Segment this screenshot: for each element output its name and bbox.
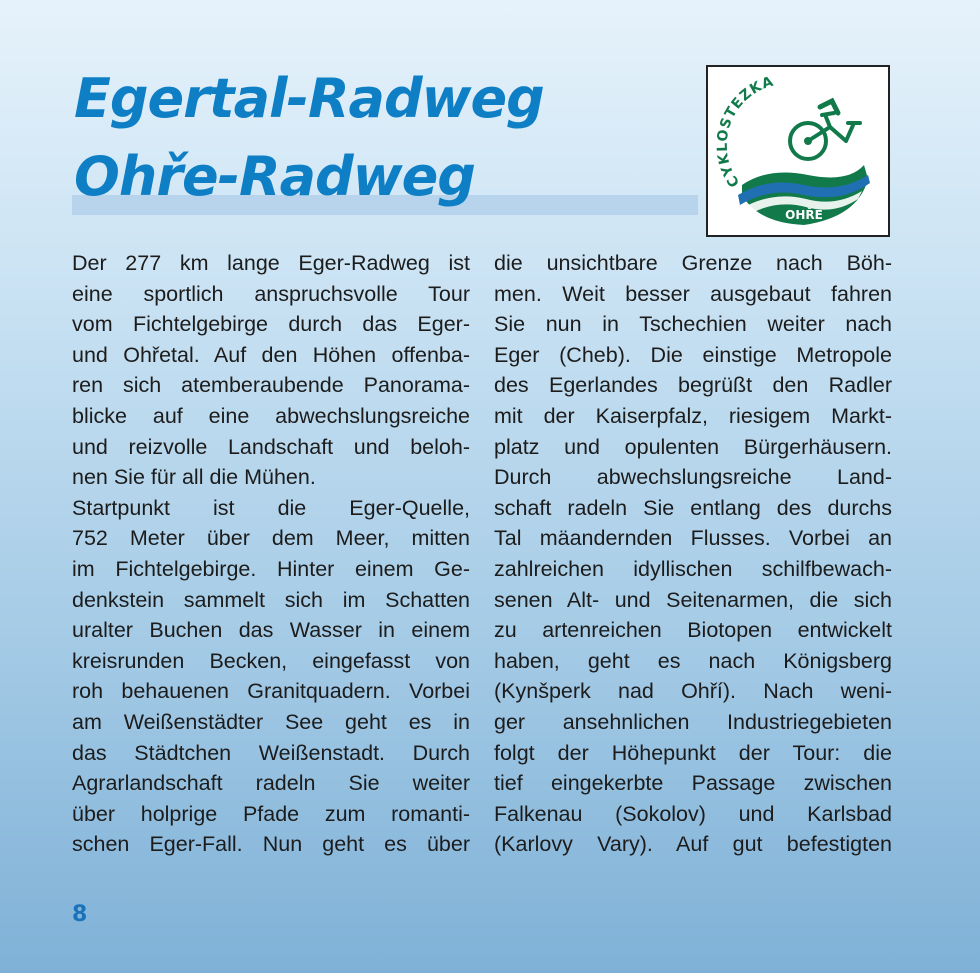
text-line: und reizvolle Landschaft und beloh- — [72, 434, 470, 459]
text-line: Durch abwechslungsreiche Land- — [494, 465, 892, 490]
text-line: Der 277 km lange Eger-Radweg ist — [72, 251, 470, 275]
text-line: des Egerlandes begrüßt den Radler — [494, 373, 892, 398]
text-line: im Fichtelgebirge. Hinter einem Ge- — [72, 556, 470, 581]
text-line: Agrarlandschaft radeln Sie weiter — [72, 771, 470, 796]
text-line: tief eingekerbte Passage zwischen — [494, 771, 892, 796]
text-line: roh behauenen Granitquadern. Vorbei — [72, 679, 470, 704]
text-line: folgt der Höhepunkt der Tour: die — [494, 740, 892, 765]
text-line: kreisrunden Becken, eingefasst von — [72, 648, 470, 673]
text-line: das Städtchen Weißenstadt. Durch — [72, 740, 470, 765]
logo-rider — [820, 101, 838, 113]
page-number: 8 — [72, 902, 88, 927]
text-line: am Weißenstädter See geht es in — [72, 709, 470, 734]
text-line: mit der Kaiserpfalz, riesigem Markt- — [494, 403, 892, 428]
text-line: platz und opulenten Bürgerhäusern. — [494, 434, 892, 459]
text-line: Sie nun in Tschechien weiter nach — [494, 312, 892, 337]
text-line: 752 Meter über dem Meer, mitten — [72, 526, 470, 551]
text-line: schen Eger-Fall. Nun geht es über — [72, 832, 470, 857]
title-line-2: Ohře-Radweg — [74, 145, 475, 208]
text-line: über holprige Pfade zum romanti- — [72, 801, 470, 826]
text-line: eine sportlich anspruchsvolle Tour — [72, 281, 470, 306]
text-line: zahlreichen idyllischen schilfbewach- — [494, 556, 892, 581]
text-line: ger ansehnlichen Industriegebieten — [494, 709, 892, 734]
logo-emblem-icon — [708, 67, 888, 235]
text-line: denkstein sammelt sich im Schatten — [72, 587, 470, 612]
text-line: (Kynšperk nad Ohří). Nach weni- — [494, 679, 892, 704]
logo-arc-text: CYKLOSTEZKA — [714, 73, 776, 190]
text-line: die unsichtbare Grenze nach Böh- — [494, 251, 892, 275]
text-line: senen Alt- und Seitenarmen, die sich — [494, 587, 892, 612]
text-line: men. Weit besser ausgebaut fahren — [494, 281, 892, 306]
text-line: Eger (Cheb). Die einstige Metropole — [494, 342, 892, 367]
text-line: uralter Buchen das Wasser in einem — [72, 618, 470, 643]
text-line: haben, geht es nach Königsberg — [494, 648, 892, 673]
text-line: schaft radeln Sie entlang des durchs — [494, 495, 892, 520]
title-block — [72, 62, 702, 222]
text-line: Startpunkt ist die Eger-Quelle, — [72, 495, 470, 520]
text-line: und Ohřetal. Auf den Höhen offenba- — [72, 342, 470, 367]
title-line-1: Egertal-Radweg — [74, 67, 544, 130]
text-line: ren sich atemberaubende Panorama- — [72, 373, 470, 398]
text-line: Falkenau (Sokolov) und Karlsbad — [494, 801, 892, 826]
text-line: blicke auf eine abwechslungsreiche — [72, 403, 470, 428]
text-column-left — [72, 248, 470, 860]
text-line: (Karlovy Vary). Auf gut befestigten — [494, 832, 892, 857]
text-line: Tal mäandernden Flusses. Vorbei an — [494, 526, 892, 551]
text-line: zu artenreichen Biotopen entwickelt — [494, 618, 892, 643]
logo-bottom-text: OHŘE — [785, 208, 823, 222]
text-column-right — [494, 248, 892, 860]
text-line: vom Fichtelgebirge durch das Eger- — [72, 312, 470, 337]
cyklostezka-ohre-logo — [706, 65, 890, 237]
text-line: nen Sie für all die Mühen. — [72, 465, 316, 490]
